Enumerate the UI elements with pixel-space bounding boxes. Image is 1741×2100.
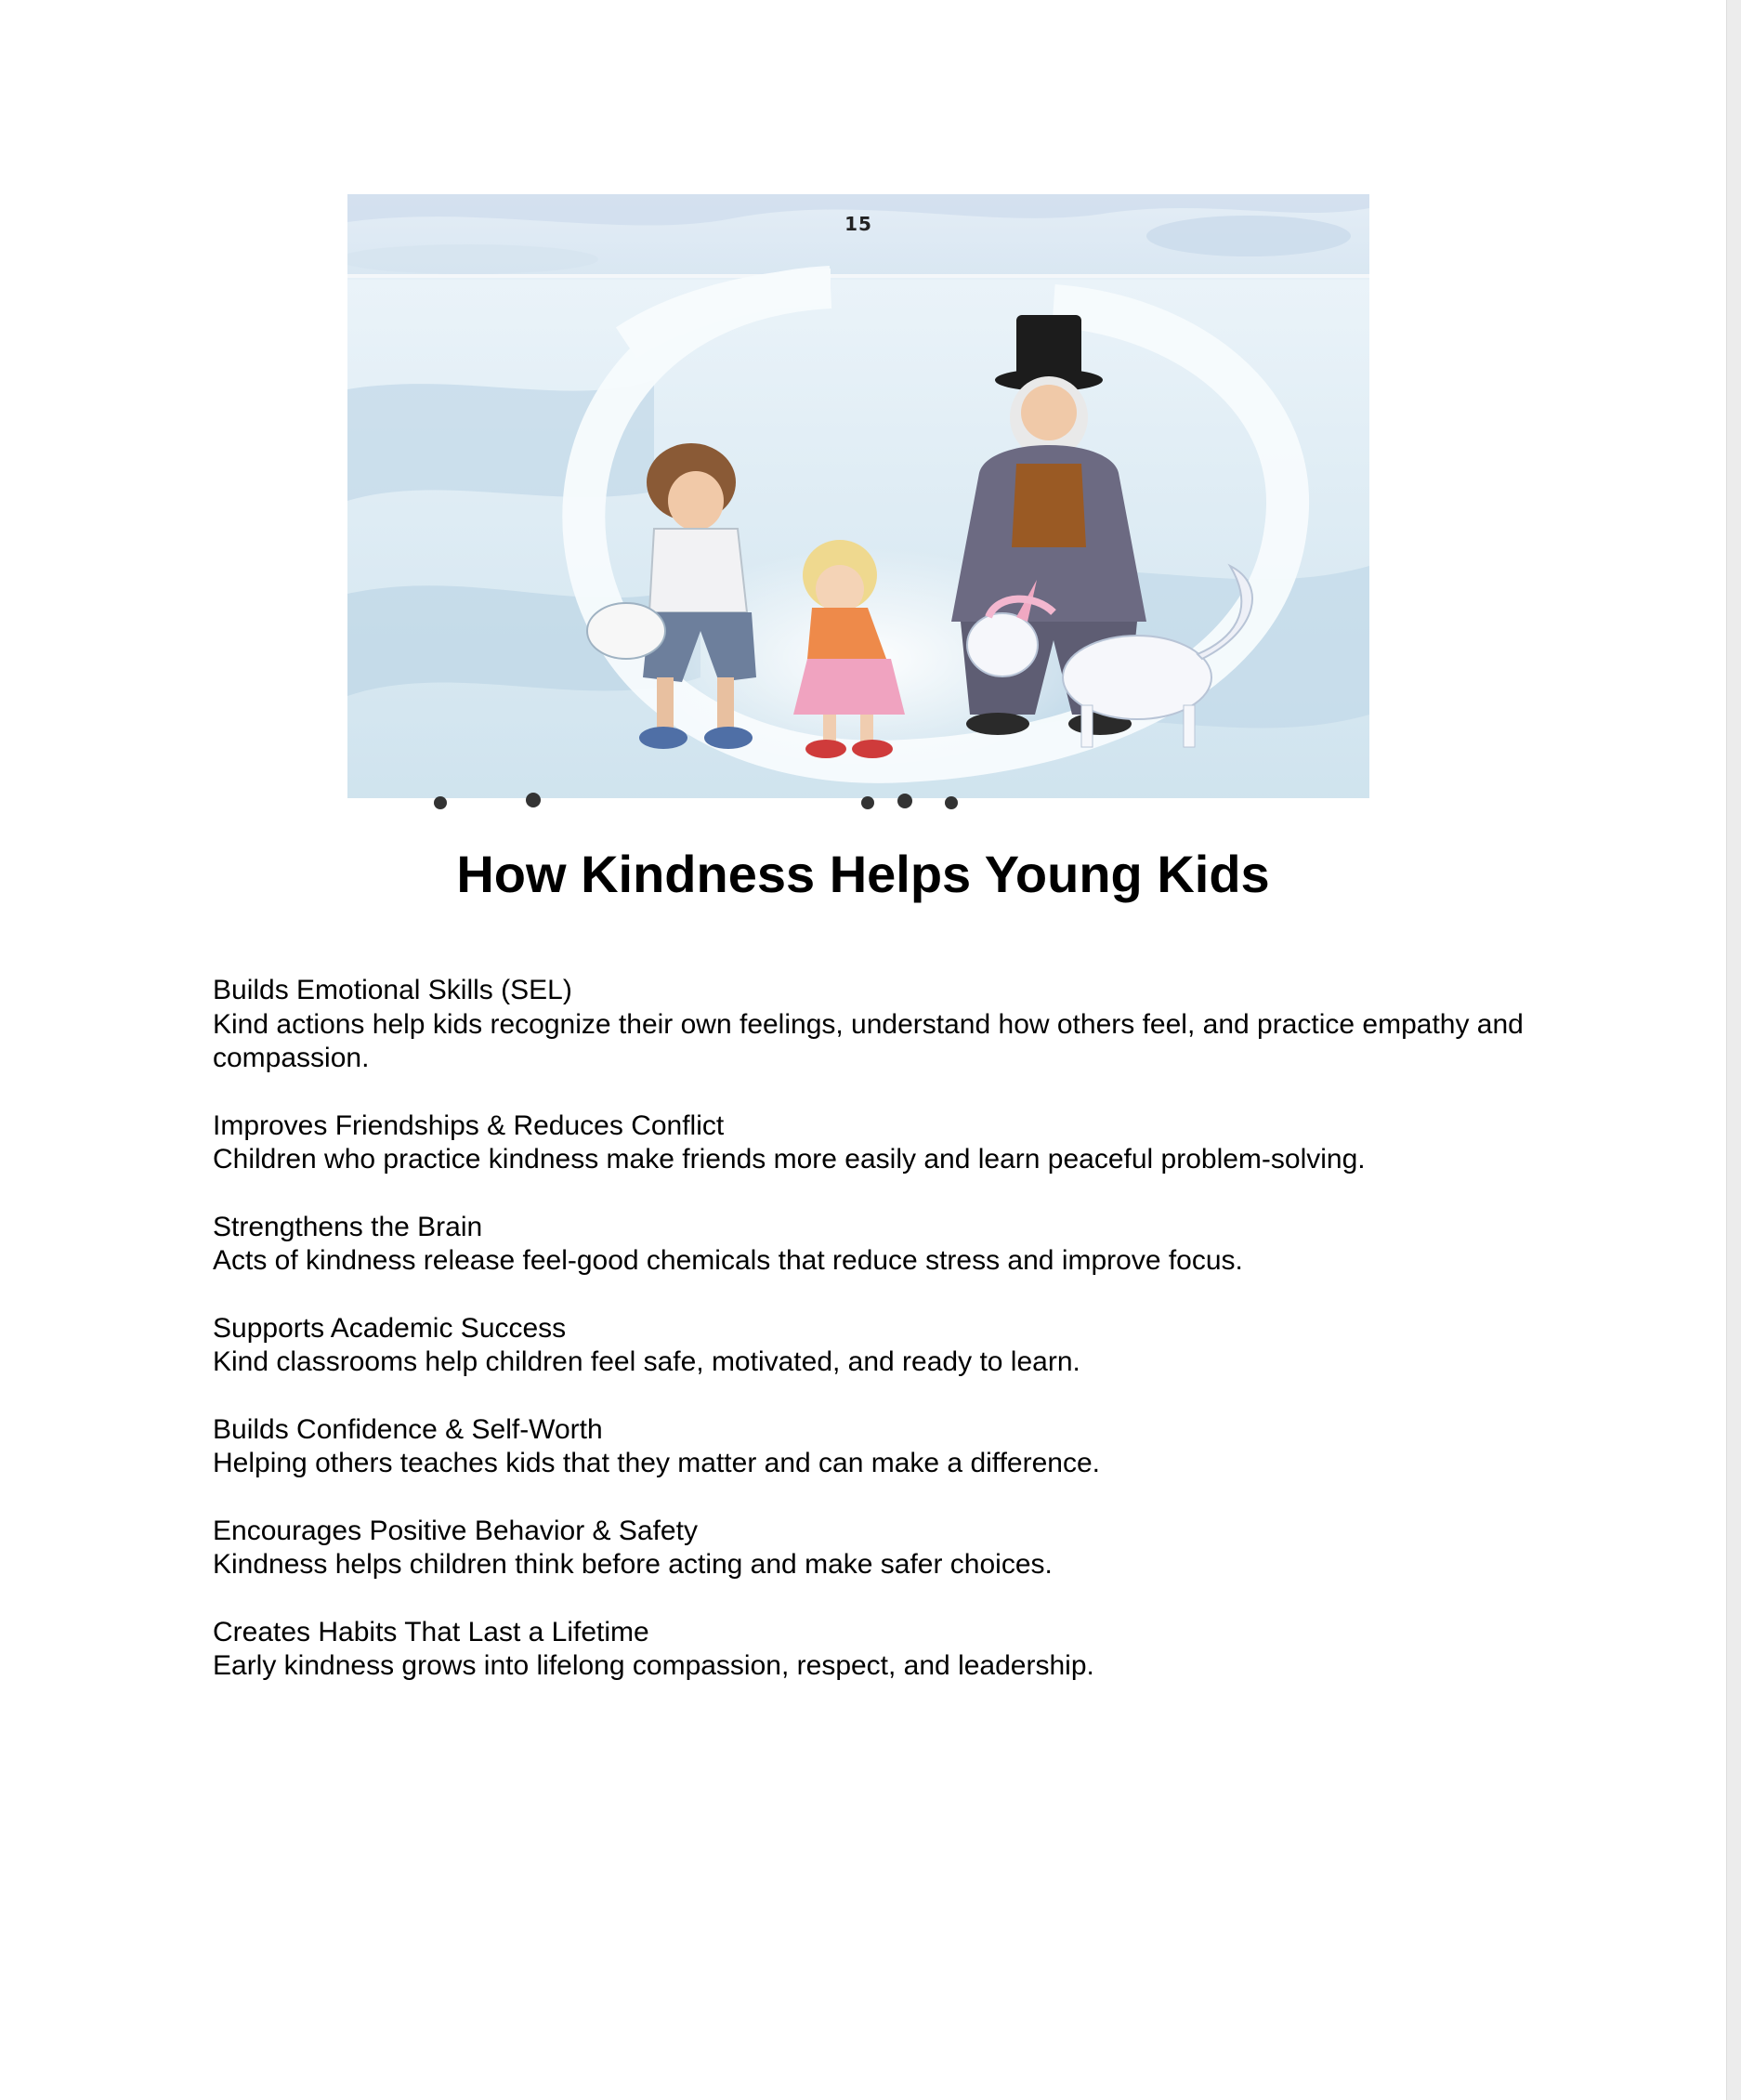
benefit-text: Kind actions help kids recognize their own feelings, understand how others feel, and practice empathy and compassion. — [213, 1008, 1524, 1073]
benefit-heading: Improves Friendships & Reduces Conflict — [213, 1109, 725, 1141]
storybook-illustration — [347, 194, 1369, 809]
benefits-list — [213, 974, 1532, 1717]
benefit-item — [213, 1616, 1532, 1684]
benefit-item — [213, 1413, 1532, 1481]
benefit-heading: Builds Emotional Skills (SEL) — [213, 975, 572, 1005]
benefit-heading: Builds Confidence & Self-Worth — [213, 1413, 603, 1445]
benefit-heading: Supports Academic Success — [213, 1312, 567, 1344]
benefit-heading: Strengthens the Brain — [213, 1211, 483, 1242]
page-title: How Kindness Helps Young Kids — [456, 845, 1270, 903]
illustration-page-number: 15 — [844, 213, 872, 235]
benefit-item — [213, 1109, 1532, 1177]
benefit-text: Kindness helps children think before acting and make safer choices. — [213, 1549, 1053, 1580]
benefit-text: Children who practice kindness make friends more easily and learn peaceful problem-solving. — [213, 1144, 1366, 1175]
benefit-item — [213, 1515, 1532, 1582]
benefit-heading: Encourages Positive Behavior & Safety — [213, 1515, 698, 1546]
benefit-text: Early kindness grows into lifelong compassion, respect, and leadership. — [213, 1650, 1094, 1681]
benefit-text: Kind classrooms help children feel safe, motivated, and ready to learn. — [213, 1346, 1080, 1377]
benefit-item — [213, 1211, 1532, 1279]
benefit-text: Helping others teaches kids that they matter and can make a difference. — [213, 1448, 1100, 1478]
page-scroll-edge[interactable] — [1726, 0, 1741, 2100]
benefit-item — [213, 974, 1532, 1076]
benefit-item — [213, 1312, 1532, 1380]
benefit-heading: Creates Habits That Last a Lifetime — [213, 1616, 649, 1647]
benefit-text: Acts of kindness release feel-good chemicals that reduce stress and improve focus. — [213, 1245, 1243, 1276]
